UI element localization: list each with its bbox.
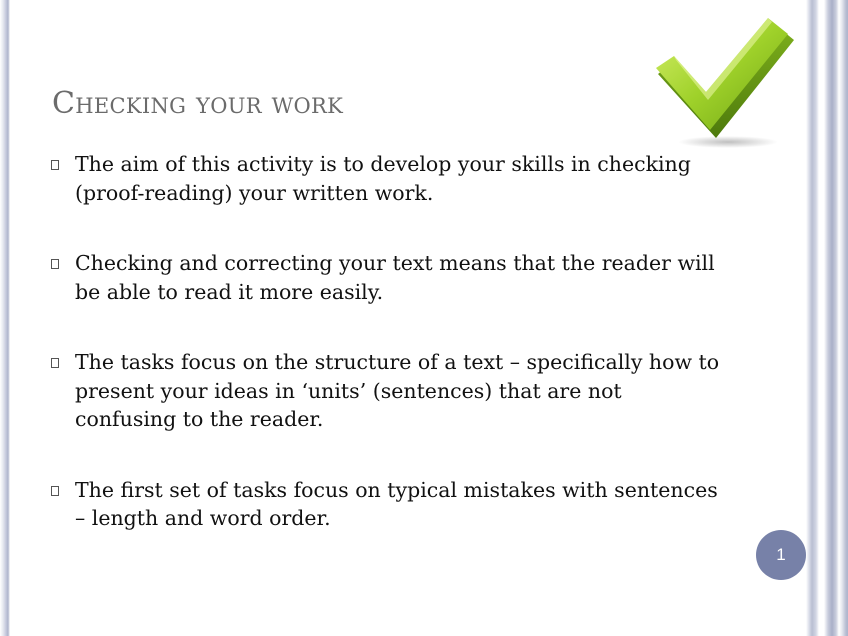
bullet-box-icon bbox=[51, 358, 59, 368]
bullet-box-icon bbox=[51, 259, 59, 269]
left-decorative-border bbox=[0, 0, 10, 636]
bullet-box-icon bbox=[51, 160, 59, 170]
page-number-badge bbox=[756, 530, 806, 580]
bullet-text: Checking and correcting your text means that the reader will be able to read it more easily. bbox=[75, 251, 715, 304]
slide-title: Checking your work bbox=[52, 86, 344, 121]
bullet-item bbox=[48, 249, 728, 306]
right-decorative-border bbox=[806, 0, 848, 636]
bullet-list bbox=[48, 150, 728, 575]
bullet-text: The first set of tasks focus on typical mistakes with sentences – length and word order. bbox=[75, 477, 718, 530]
bullet-item bbox=[48, 150, 728, 207]
bullet-box-icon bbox=[51, 486, 59, 496]
checkmark-icon bbox=[650, 12, 800, 152]
bullet-text: The tasks focus on the structure of a text – specifically how to present your ideas in ‘units’ (sentences) that are not confusing to the reader. bbox=[75, 350, 720, 431]
bullet-item bbox=[48, 476, 728, 533]
bullet-text: The aim of this activity is to develop your skills in checking (proof-reading) your written work. bbox=[75, 152, 691, 205]
page-number: 1 bbox=[776, 545, 786, 564]
bullet-item bbox=[48, 348, 728, 434]
